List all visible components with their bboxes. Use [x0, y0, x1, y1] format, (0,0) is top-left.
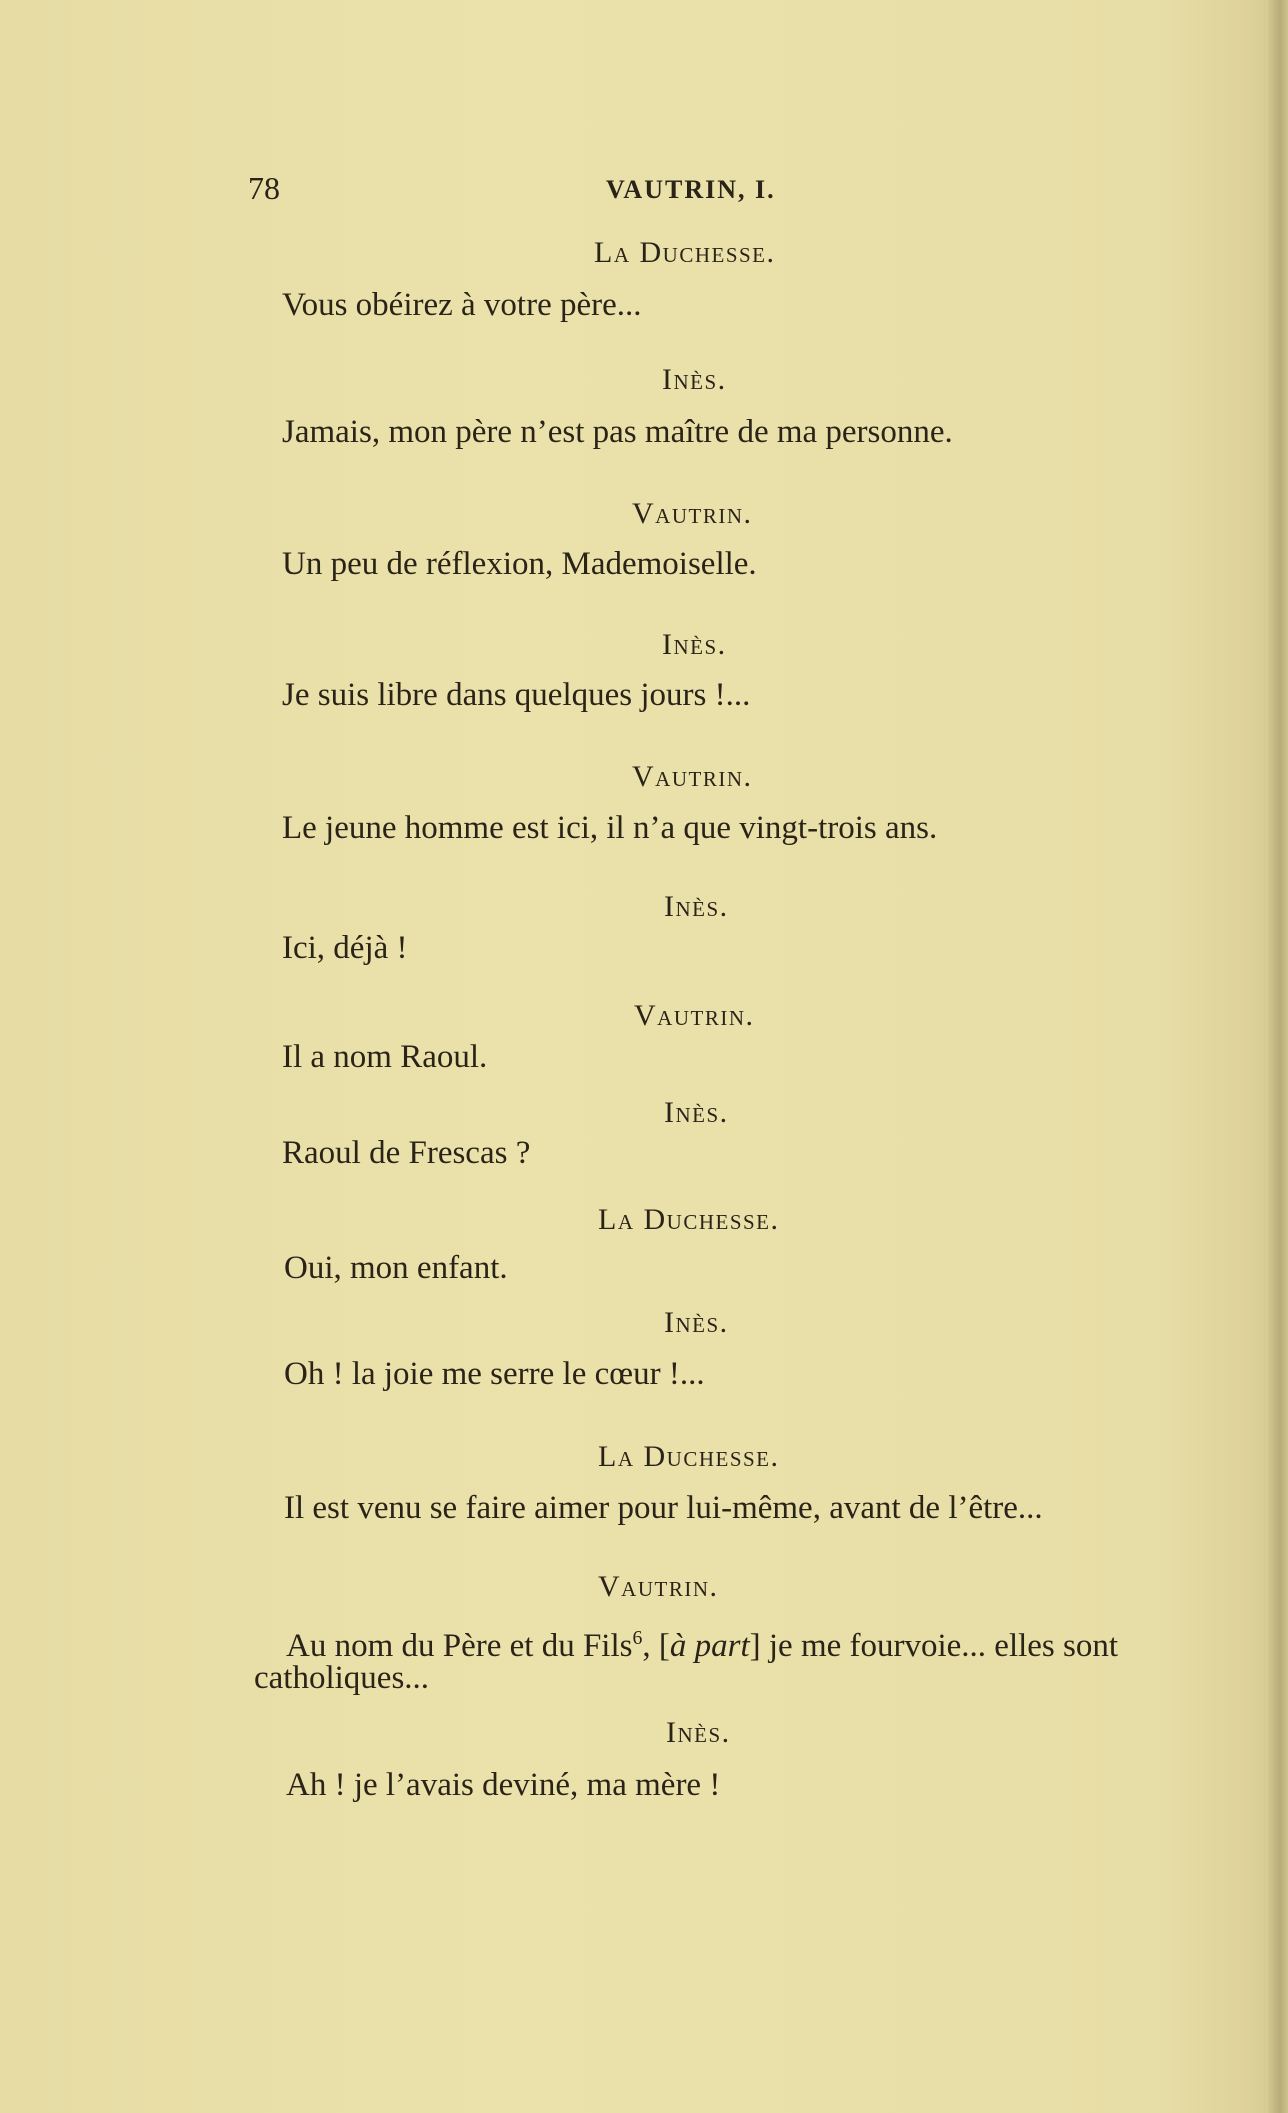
- book-gutter: [1268, 0, 1288, 2113]
- speaker-label: La Duchesse.: [598, 1440, 780, 1473]
- speaker-label: Vautrin.: [598, 1570, 719, 1603]
- speaker-label: Inès.: [662, 628, 727, 661]
- speech-line: Oh ! la joie me serre le cœur !...: [284, 1356, 705, 1392]
- speech-text: ] je me fourvoie... elles sont: [749, 1628, 1119, 1664]
- speaker-label: Inès.: [664, 1096, 729, 1129]
- speech-line: Oui, mon enfant.: [284, 1250, 508, 1286]
- speech-line: Le jeune homme est ici, il n’a que vingt-trois ans.: [282, 810, 938, 846]
- speech-text: , [: [642, 1628, 670, 1664]
- speech-line: Jamais, mon père n’est pas maître de ma personne.: [282, 414, 953, 450]
- speech-line: Un peu de réflexion, Mademoiselle.: [282, 546, 757, 582]
- speech-line: Ah ! je l’avais deviné, ma mère !: [286, 1767, 721, 1803]
- speech-line: catholiques...: [254, 1660, 430, 1696]
- speech-line: Raoul de Frescas ?: [282, 1135, 531, 1171]
- speaker-label: Vautrin.: [632, 497, 753, 530]
- speech-line: Il a nom Raoul.: [282, 1039, 488, 1075]
- speech-line: Ici, déjà !: [282, 930, 408, 966]
- speaker-label: Inès.: [662, 363, 727, 396]
- speaker-label: Inès.: [666, 1716, 731, 1749]
- speech-line: Il est venu se faire aimer pour lui-même, avant de l’être...: [284, 1490, 1043, 1526]
- speech-text: Au nom du Père et du Fils: [286, 1628, 633, 1664]
- speaker-label: Vautrin.: [632, 760, 753, 793]
- speech-line: Je suis libre dans quelques jours !...: [282, 677, 751, 713]
- speech-line: Vous obéirez à votre père...: [282, 287, 642, 323]
- speaker-label: Vautrin.: [634, 999, 755, 1032]
- speaker-label: La Duchesse.: [594, 236, 776, 269]
- speaker-label: Inès.: [664, 890, 729, 923]
- page-number: 78: [248, 170, 280, 206]
- footnote-marker: 6: [632, 1627, 643, 1649]
- running-title: VAUTRIN, I.: [606, 175, 776, 204]
- speaker-label: La Duchesse.: [598, 1203, 780, 1236]
- speaker-label: Inès.: [664, 1306, 729, 1339]
- stage-direction: à part: [669, 1628, 750, 1664]
